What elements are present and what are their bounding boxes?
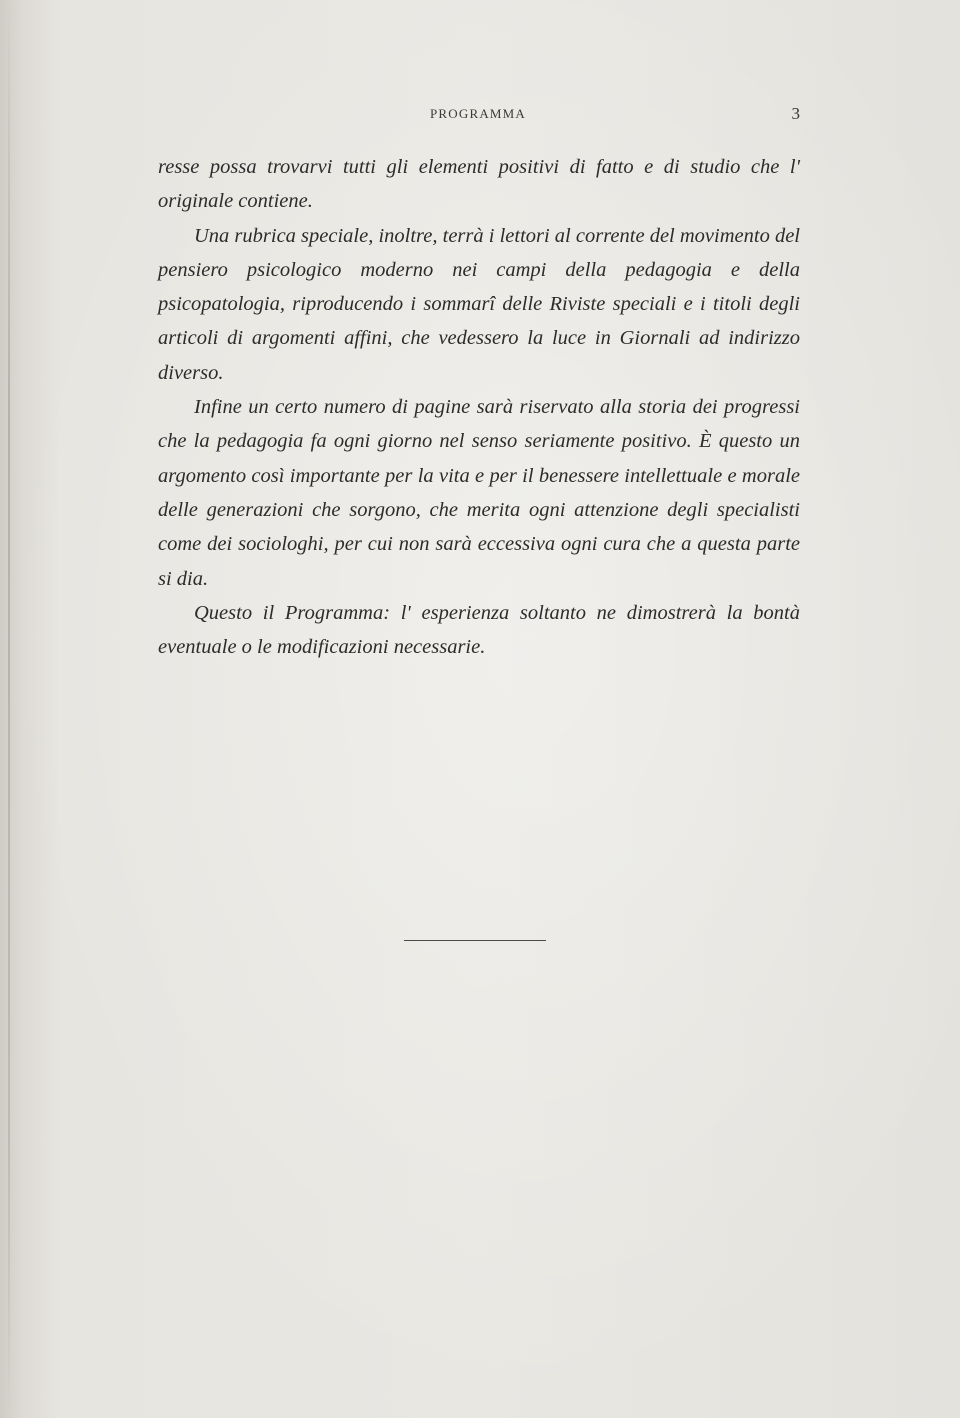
page-number: 3 bbox=[791, 104, 800, 123]
end-rule bbox=[404, 940, 546, 941]
paragraph-4: Questo il Programma: l' esperienza soltanto ne dimostrerà la bontà eventuale o le modificazioni necessarie. bbox=[158, 601, 800, 659]
body-text bbox=[158, 150, 800, 664]
paragraph-2: Una rubrica speciale, inoltre, terrà i lettori al corrente del movimento del pensiero psicologico moderno nei campi della pedagogia e della psicopatologia, riproducendo i sommarî delle Riviste speciali e i titoli degli articoli di argomenti affini, che vedessero la luce in Giornali ad indirizzo diverso. bbox=[158, 224, 800, 384]
paragraph-1: resse possa trovarvi tutti gli elementi positivi di fatto e di studio che l' originale contiene. bbox=[158, 156, 800, 213]
running-title: PROGRAMMA bbox=[429, 106, 527, 121]
paragraph-3: Infine un certo numero di pagine sarà riservato alla storia dei progressi che la pedagogia fa ogni giorno nel senso seriamente positivo. È questo un argomento così importante per la vita e per il benessere intellettuale e morale delle generazioni che sorgono, che merita ogni attenzione degli specialisti come dei sociologhi, per cui non sarà eccessiva ogni cura che a questa parte si dia. bbox=[158, 396, 800, 590]
binding-shadow bbox=[8, 0, 10, 1418]
page-header bbox=[156, 106, 800, 130]
